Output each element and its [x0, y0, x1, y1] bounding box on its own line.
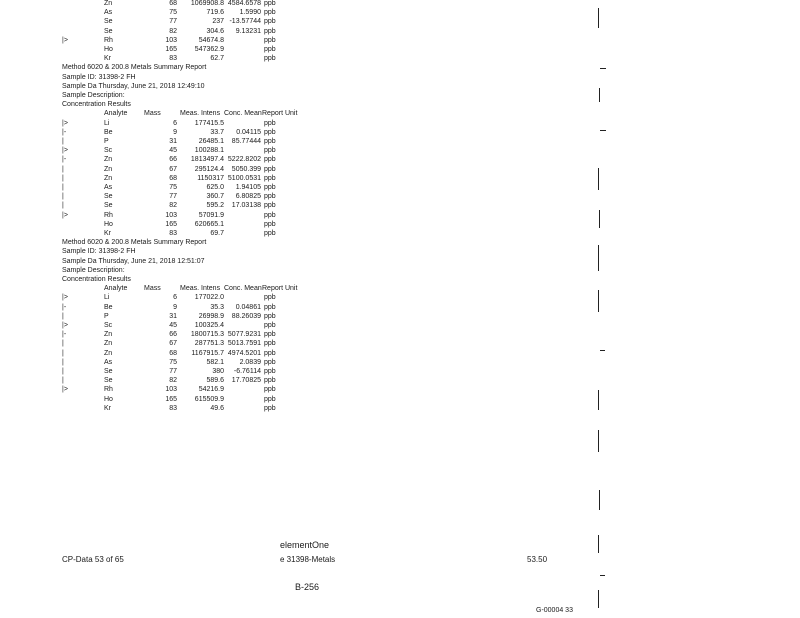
analyte-cell: Zn — [104, 174, 113, 182]
mass-cell: 31 — [169, 138, 177, 145]
mass-header: Mass — [144, 110, 161, 118]
analyte-cell: Se — [104, 27, 113, 35]
section-label: Concentration Results — [62, 276, 131, 283]
mass-cell: 67 — [169, 165, 177, 173]
scan-mark — [600, 575, 605, 576]
mass-cell: 83 — [169, 230, 177, 237]
sample-description: Sample Description: — [62, 92, 125, 99]
unit-header: Report Unit — [262, 110, 298, 118]
footer-page-count: CP-Data 53 of 65 — [62, 555, 124, 564]
intensity-cell: 295124.4 — [194, 165, 224, 173]
intensity-cell: 1167915.7 — [191, 349, 224, 357]
analyte-cell: Rh — [104, 211, 113, 219]
intensity-cell: 620665.1 — [194, 220, 224, 228]
intensity-cell: 35.3 — [210, 303, 224, 311]
mass-cell: 82 — [169, 27, 177, 35]
scan-mark — [598, 535, 599, 553]
intensity-cell: 287751.3 — [194, 340, 224, 348]
scan-mark — [598, 245, 599, 271]
analyte-cell: Se — [104, 377, 113, 385]
analyte-header: Analyte — [104, 285, 128, 293]
footer-brand: elementOne — [280, 540, 330, 550]
intensity-cell: 100325.4 — [194, 322, 224, 329]
unit-cell: ppb — [264, 128, 276, 136]
row-marker: |> — [62, 386, 68, 394]
concentration-cell: 4974.5201 — [227, 349, 261, 357]
analyte-cell: As — [104, 184, 113, 191]
mass-cell: 165 — [165, 220, 177, 228]
concentration-cell: 0.04115 — [236, 128, 261, 136]
mass-cell: 9 — [173, 128, 177, 136]
intensity-cell: 54674.8 — [198, 36, 224, 44]
concentration-cell: 5100.0531 — [227, 174, 261, 182]
analyte-cell: Be — [104, 303, 113, 311]
mass-cell: 82 — [169, 377, 177, 385]
scan-mark — [600, 68, 606, 69]
concentration-cell: 5222.8202 — [227, 156, 261, 164]
analyte-header: Analyte — [104, 110, 128, 118]
intensity-cell: 237 — [212, 18, 224, 26]
mass-cell: 103 — [165, 36, 177, 44]
unit-cell: ppb — [264, 358, 276, 366]
concentration-cell: 0.04861 — [235, 303, 261, 311]
analyte-cell: Kr — [104, 404, 111, 412]
footer-page-label: B-256 — [295, 582, 320, 592]
row-marker: |> — [62, 294, 68, 302]
row-marker: | — [62, 340, 64, 348]
analyte-cell: As — [104, 9, 113, 17]
row-marker: | — [62, 358, 64, 366]
row-marker: | — [62, 184, 64, 191]
intensity-cell: 54216.9 — [198, 386, 224, 394]
row-marker: | — [62, 368, 64, 375]
row-marker: |> — [62, 322, 68, 329]
mass-cell: 77 — [169, 193, 177, 201]
row-marker: |> — [62, 147, 68, 155]
unit-cell: ppb — [264, 9, 276, 17]
analyte-cell: Kr — [104, 55, 111, 63]
scan-mark — [599, 490, 600, 510]
intensity-cell: 100288.1 — [194, 147, 224, 155]
intensity-cell: 177415.5 — [194, 119, 224, 127]
row-marker: |- — [62, 128, 67, 136]
scan-mark — [598, 430, 599, 452]
unit-cell: ppb — [264, 349, 276, 357]
analyte-cell: Rh — [104, 386, 113, 394]
intensity-cell: 69.7 — [210, 230, 224, 237]
unit-cell: ppb — [264, 156, 276, 164]
row-marker: | — [62, 377, 64, 385]
unit-cell: ppb — [264, 119, 276, 127]
unit-cell: ppb — [264, 18, 276, 26]
analyte-cell: P — [104, 312, 109, 320]
scan-mark — [600, 350, 605, 351]
unit-cell: ppb — [264, 377, 276, 385]
intensity-cell: 62.7 — [210, 55, 224, 63]
row-marker: | — [62, 193, 64, 201]
analyte-cell: Ho — [104, 395, 113, 403]
row-marker: |- — [62, 303, 67, 311]
unit-header: Report Unit — [262, 285, 298, 293]
row-marker: |- — [62, 331, 67, 339]
concentration-header: Conc. Mean — [224, 285, 262, 293]
mass-cell: 82 — [169, 202, 177, 210]
intensity-cell: 582.1 — [206, 358, 224, 366]
mass-cell: 68 — [169, 349, 177, 357]
concentration-cell: 4584.6578 — [227, 0, 261, 7]
unit-cell: ppb — [264, 303, 276, 311]
sample-id: Sample ID: 31398-2 FH — [62, 73, 136, 81]
intensity-cell: 1150317 — [197, 174, 224, 182]
intensity-cell: 719.6 — [206, 9, 224, 17]
footer-number: 53.50 — [527, 555, 548, 564]
row-marker: | — [62, 312, 64, 320]
mass-cell: 31 — [169, 312, 177, 320]
analyte-cell: P — [104, 138, 109, 145]
mass-cell: 165 — [165, 46, 177, 53]
row-marker: | — [62, 165, 64, 173]
concentration-cell: 1.94105 — [235, 184, 261, 191]
mass-header: Mass — [144, 285, 161, 293]
row-marker: | — [62, 174, 64, 182]
mass-cell: 66 — [169, 156, 177, 164]
unit-cell: ppb — [264, 147, 276, 155]
analyte-cell: Se — [104, 193, 113, 201]
analyte-cell: Ho — [104, 46, 113, 53]
concentration-cell: 5013.7591 — [227, 340, 261, 348]
row-marker: |> — [62, 119, 68, 127]
analyte-cell: Zn — [104, 156, 113, 164]
concentration-cell: 5050.399 — [231, 165, 261, 173]
intensity-cell: 49.6 — [210, 404, 224, 412]
scan-mark — [599, 210, 600, 228]
sample-description: Sample Description: — [62, 266, 125, 274]
unit-cell: ppb — [264, 184, 276, 191]
analyte-cell: Se — [104, 368, 113, 375]
mass-cell: 68 — [169, 174, 177, 182]
unit-cell: ppb — [264, 331, 276, 339]
mass-cell: 6 — [173, 294, 177, 302]
intensity-header: Meas. Intens — [180, 110, 221, 118]
mass-cell: 45 — [169, 147, 177, 155]
concentration-cell: 9.13231 — [235, 27, 261, 35]
analyte-cell: Rh — [104, 36, 113, 44]
intensity-cell: 57091.9 — [198, 211, 224, 219]
intensity-cell: 380 — [212, 368, 224, 375]
intensity-cell: 547362.9 — [194, 46, 224, 53]
concentration-header: Conc. Mean — [224, 110, 262, 118]
analyte-cell: Li — [104, 294, 110, 302]
mass-cell: 165 — [165, 395, 177, 403]
mass-cell: 6 — [173, 119, 177, 127]
analyte-cell: Kr — [104, 230, 111, 237]
concentration-cell: 88.26039 — [231, 312, 261, 320]
intensity-cell: 625.0 — [206, 184, 224, 191]
mass-cell: 75 — [169, 358, 177, 366]
unit-cell: ppb — [264, 193, 276, 201]
concentration-cell: 1.5990 — [239, 9, 261, 17]
analyte-cell: Sc — [104, 147, 113, 155]
scan-mark — [598, 390, 599, 410]
analyte-cell: Sc — [104, 322, 113, 329]
unit-cell: ppb — [264, 294, 276, 302]
unit-cell: ppb — [264, 312, 276, 320]
analyte-cell: Be — [104, 128, 113, 136]
concentration-cell: 85.77444 — [231, 138, 261, 145]
section-label: Concentration Results — [62, 101, 131, 109]
intensity-cell: 1813497.4 — [190, 156, 224, 164]
intensity-cell: 615509.9 — [194, 395, 224, 403]
concentration-cell: 17.70825 — [231, 377, 261, 385]
sample-date: Sample Da Thursday, June 21, 2018 12:51:07 — [62, 257, 205, 265]
unit-cell: ppb — [264, 211, 276, 219]
sample-date: Sample Da Thursday, June 21, 2018 12:49:10 — [62, 82, 205, 90]
scan-mark — [600, 130, 606, 131]
unit-cell: ppb — [264, 220, 276, 228]
analyte-cell: Zn — [104, 349, 113, 357]
scan-mark — [598, 8, 599, 28]
intensity-cell: 177022.0 — [194, 294, 224, 302]
concentration-cell: -13.57744 — [229, 18, 261, 26]
mass-cell: 77 — [169, 18, 177, 26]
row-marker: |> — [62, 36, 68, 44]
intensity-cell: 26485.1 — [198, 138, 224, 145]
unit-cell: ppb — [264, 46, 276, 53]
mass-cell: 83 — [169, 55, 177, 63]
mass-cell: 68 — [169, 0, 177, 7]
report-title: Method 6020 & 200.8 Metals Summary Report — [62, 239, 207, 247]
footer-corner-id: G-00004 33 — [536, 607, 573, 614]
analyte-cell: Zn — [104, 0, 113, 7]
intensity-cell: 304.6 — [206, 27, 224, 35]
analyte-cell: Zn — [104, 340, 113, 348]
unit-cell: ppb — [264, 0, 276, 7]
analyte-cell: Ho — [104, 220, 113, 228]
unit-cell: ppb — [264, 55, 276, 63]
mass-cell: 9 — [173, 303, 177, 311]
mass-cell: 67 — [169, 340, 177, 348]
mass-cell: 77 — [169, 368, 177, 375]
unit-cell: ppb — [264, 138, 276, 145]
unit-cell: ppb — [264, 27, 276, 35]
mass-cell: 103 — [165, 386, 177, 394]
intensity-cell: 595.2 — [206, 202, 224, 210]
unit-cell: ppb — [264, 202, 276, 210]
concentration-cell: 2.0839 — [239, 358, 261, 366]
intensity-cell: 589.6 — [206, 377, 224, 385]
report-title: Method 6020 & 200.8 Metals Summary Report — [62, 64, 207, 72]
analyte-cell: Se — [104, 18, 113, 26]
concentration-cell: 6.80825 — [235, 193, 261, 201]
row-marker: | — [62, 202, 64, 210]
unit-cell: ppb — [264, 165, 276, 173]
unit-cell: ppb — [264, 340, 276, 348]
row-marker: | — [62, 349, 64, 357]
intensity-cell: 33.7 — [210, 128, 224, 136]
analyte-cell: As — [104, 358, 113, 366]
row-marker: | — [62, 138, 64, 145]
unit-cell: ppb — [264, 368, 276, 375]
unit-cell: ppb — [264, 230, 276, 237]
concentration-cell: -6.76114 — [233, 368, 261, 375]
unit-cell: ppb — [264, 322, 276, 329]
analyte-cell: Zn — [104, 331, 113, 339]
row-marker: |- — [62, 156, 67, 164]
intensity-cell: 1800715.3 — [190, 331, 224, 339]
mass-cell: 66 — [169, 331, 177, 339]
intensity-header: Meas. Intens — [180, 285, 221, 293]
scan-mark — [599, 88, 600, 102]
mass-cell: 103 — [165, 211, 177, 219]
sample-id: Sample ID: 31398-2 FH — [62, 248, 136, 256]
scan-mark — [598, 168, 599, 190]
concentration-cell: 5077.9231 — [227, 331, 261, 339]
intensity-cell: 1069908.8 — [190, 0, 224, 7]
intensity-cell: 26998.9 — [198, 312, 224, 320]
mass-cell: 45 — [169, 322, 177, 329]
unit-cell: ppb — [264, 395, 276, 403]
mass-cell: 83 — [169, 404, 177, 412]
scan-mark — [598, 590, 599, 608]
footer-report-name: e 31398-Metals — [280, 555, 336, 564]
unit-cell: ppb — [264, 386, 276, 394]
scan-mark — [598, 290, 599, 312]
analyte-cell: Se — [104, 202, 113, 210]
analyte-cell: Li — [104, 119, 110, 127]
unit-cell: ppb — [264, 404, 276, 412]
concentration-cell: 17.03138 — [231, 202, 261, 210]
mass-cell: 75 — [169, 9, 177, 17]
unit-cell: ppb — [264, 36, 276, 44]
row-marker: |> — [62, 211, 68, 219]
intensity-cell: 360.7 — [206, 193, 224, 201]
unit-cell: ppb — [264, 174, 276, 182]
analyte-cell: Zn — [104, 165, 113, 173]
mass-cell: 75 — [169, 184, 177, 191]
